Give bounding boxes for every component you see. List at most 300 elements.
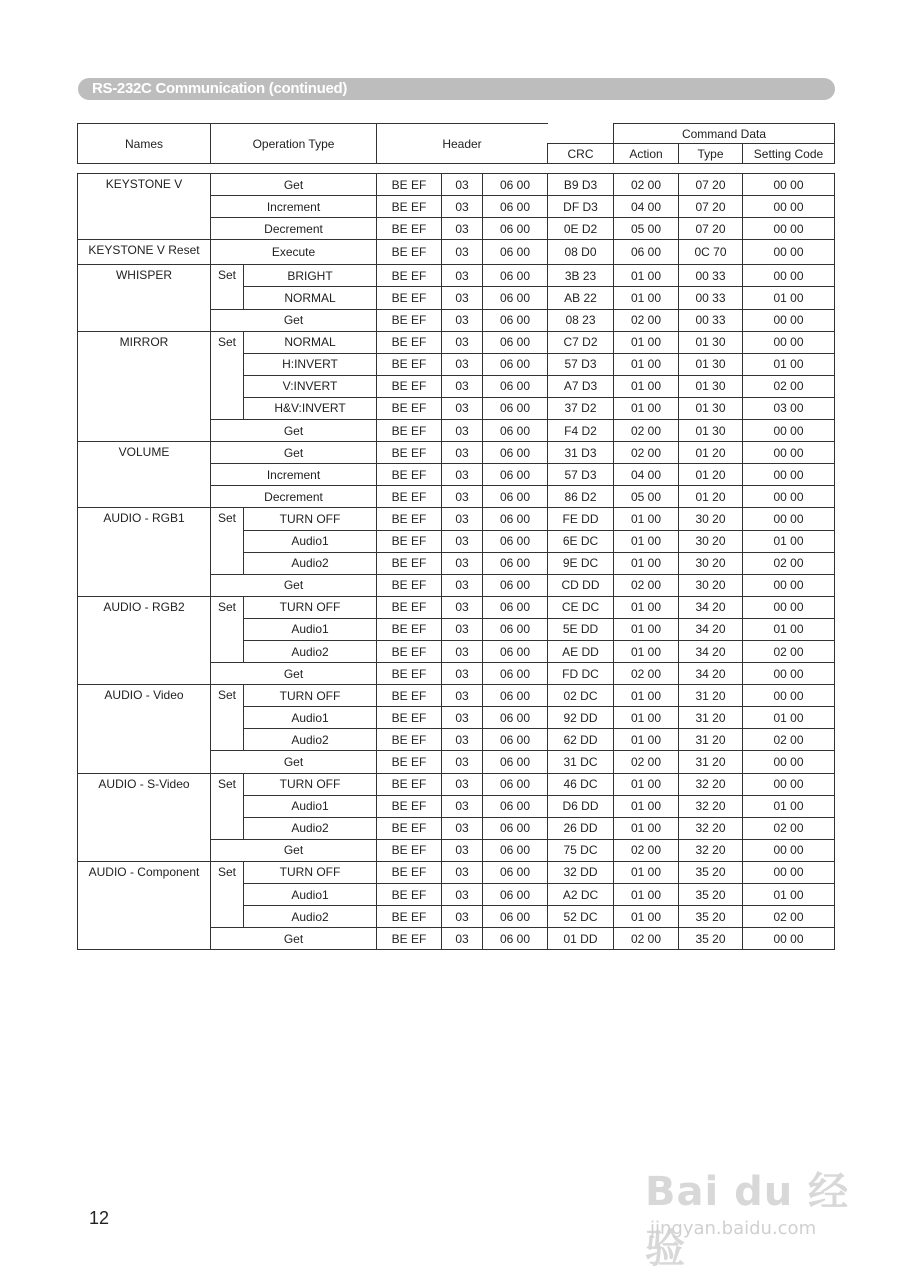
cell-header-1: BE EF bbox=[377, 839, 442, 861]
cell-operation: TURN OFF bbox=[244, 596, 377, 618]
cell-header-2: 03 bbox=[442, 817, 483, 839]
cell-header-1: BE EF bbox=[377, 397, 442, 419]
cell-setting-code: 01 00 bbox=[743, 618, 835, 640]
cell-crc: 62 DD bbox=[548, 729, 614, 751]
cell-crc: 08 D0 bbox=[548, 240, 614, 265]
cell-operation: TURN OFF bbox=[244, 685, 377, 707]
cell-setting-code: 00 00 bbox=[743, 773, 835, 795]
table-row bbox=[78, 508, 835, 530]
cell-header-2: 03 bbox=[442, 552, 483, 574]
cell-header-2: 03 bbox=[442, 861, 483, 883]
cell-operation: TURN OFF bbox=[244, 508, 377, 530]
cell-crc: A2 DC bbox=[548, 884, 614, 906]
cell-operation: Get bbox=[211, 928, 377, 950]
cell-crc: A7 D3 bbox=[548, 375, 614, 397]
cell-header-1: BE EF bbox=[377, 375, 442, 397]
cell-crc: 57 D3 bbox=[548, 353, 614, 375]
section-title: RS-232C Communication (continued) bbox=[92, 80, 348, 97]
cell-setting-code: 03 00 bbox=[743, 397, 835, 419]
cell-header-2: 03 bbox=[442, 839, 483, 861]
cell-setting-code: 02 00 bbox=[743, 817, 835, 839]
cell-action: 02 00 bbox=[614, 174, 679, 196]
cell-header-1: BE EF bbox=[377, 309, 442, 331]
cell-header-3: 06 00 bbox=[483, 397, 548, 419]
cell-name: VOLUME bbox=[78, 442, 211, 508]
cell-header-2: 03 bbox=[442, 707, 483, 729]
cell-operation: Increment bbox=[211, 196, 377, 218]
cell-name: KEYSTONE V bbox=[78, 174, 211, 240]
cell-header-2: 03 bbox=[442, 331, 483, 353]
cell-setting-code: 00 00 bbox=[743, 751, 835, 773]
cell-type: 31 20 bbox=[679, 707, 743, 729]
cell-action: 02 00 bbox=[614, 663, 679, 685]
cell-crc: 92 DD bbox=[548, 707, 614, 729]
cell-action: 01 00 bbox=[614, 530, 679, 552]
cell-operation: Audio2 bbox=[244, 552, 377, 574]
cell-type: 07 20 bbox=[679, 174, 743, 196]
cell-header-1: BE EF bbox=[377, 861, 442, 883]
cell-operation: Get bbox=[211, 751, 377, 773]
cell-header-1: BE EF bbox=[377, 508, 442, 530]
cell-crc: FD DC bbox=[548, 663, 614, 685]
cell-operation: Get bbox=[211, 174, 377, 196]
cell-header-1: BE EF bbox=[377, 640, 442, 662]
table-row bbox=[78, 861, 835, 883]
cell-type: 31 20 bbox=[679, 751, 743, 773]
cell-operation: V:INVERT bbox=[244, 375, 377, 397]
cell-type: 01 20 bbox=[679, 486, 743, 508]
cell-name: AUDIO - Video bbox=[78, 685, 211, 773]
cell-action: 06 00 bbox=[614, 240, 679, 265]
cell-crc: D6 DD bbox=[548, 795, 614, 817]
cell-header-3: 06 00 bbox=[483, 552, 548, 574]
cell-type: 01 30 bbox=[679, 331, 743, 353]
cell-crc: B9 D3 bbox=[548, 174, 614, 196]
cell-action: 01 00 bbox=[614, 618, 679, 640]
cell-operation: H:INVERT bbox=[244, 353, 377, 375]
cell-type: 35 20 bbox=[679, 928, 743, 950]
cell-operation: Increment bbox=[211, 464, 377, 486]
cell-operation: Get bbox=[211, 442, 377, 464]
cell-setting-code: 00 00 bbox=[743, 309, 835, 331]
watermark-url: jingyan.baidu.com bbox=[650, 1218, 817, 1239]
cell-header-3: 06 00 bbox=[483, 751, 548, 773]
cell-operation: H&V:INVERT bbox=[244, 397, 377, 419]
header-setting-code: Setting Code bbox=[743, 144, 835, 164]
cell-type: 07 20 bbox=[679, 218, 743, 240]
table-row bbox=[78, 174, 835, 196]
cell-header-1: BE EF bbox=[377, 817, 442, 839]
cell-header-1: BE EF bbox=[377, 353, 442, 375]
cell-header-1: BE EF bbox=[377, 240, 442, 265]
cell-action: 01 00 bbox=[614, 331, 679, 353]
cell-action: 01 00 bbox=[614, 773, 679, 795]
cell-type: 30 20 bbox=[679, 552, 743, 574]
cell-type: 32 20 bbox=[679, 817, 743, 839]
cell-crc: F4 D2 bbox=[548, 420, 614, 442]
header-action: Action bbox=[614, 144, 679, 164]
cell-operation: Execute bbox=[211, 240, 377, 265]
cell-header-3: 06 00 bbox=[483, 486, 548, 508]
cell-action: 01 00 bbox=[614, 861, 679, 883]
cell-name: WHISPER bbox=[78, 265, 211, 331]
cell-setting-code: 00 00 bbox=[743, 420, 835, 442]
cell-crc: 08 23 bbox=[548, 309, 614, 331]
cell-header-1: BE EF bbox=[377, 618, 442, 640]
cell-crc: 32 DD bbox=[548, 861, 614, 883]
cell-set: Set bbox=[211, 773, 244, 839]
cell-setting-code: 00 00 bbox=[743, 442, 835, 464]
cell-action: 02 00 bbox=[614, 420, 679, 442]
cell-action: 01 00 bbox=[614, 707, 679, 729]
cell-action: 01 00 bbox=[614, 265, 679, 287]
cell-type: 32 20 bbox=[679, 839, 743, 861]
cell-operation: Get bbox=[211, 663, 377, 685]
cell-header-2: 03 bbox=[442, 375, 483, 397]
cell-header-3: 06 00 bbox=[483, 795, 548, 817]
cell-action: 04 00 bbox=[614, 464, 679, 486]
cell-operation: BRIGHT bbox=[244, 265, 377, 287]
cell-header-2: 03 bbox=[442, 663, 483, 685]
cell-action: 01 00 bbox=[614, 287, 679, 309]
cell-type: 30 20 bbox=[679, 574, 743, 596]
cell-name: AUDIO - RGB1 bbox=[78, 508, 211, 596]
cell-crc: 75 DC bbox=[548, 839, 614, 861]
cell-type: 35 20 bbox=[679, 884, 743, 906]
cell-header-3: 06 00 bbox=[483, 685, 548, 707]
header-command-data: Command Data bbox=[614, 124, 835, 144]
cell-header-2: 03 bbox=[442, 928, 483, 950]
section-title-bar bbox=[78, 78, 835, 100]
cell-operation: Audio1 bbox=[244, 530, 377, 552]
cell-header-1: BE EF bbox=[377, 442, 442, 464]
cell-setting-code: 00 00 bbox=[743, 218, 835, 240]
cell-header-2: 03 bbox=[442, 174, 483, 196]
cell-crc: 31 D3 bbox=[548, 442, 614, 464]
cell-action: 04 00 bbox=[614, 196, 679, 218]
cell-operation: Get bbox=[211, 574, 377, 596]
cell-type: 07 20 bbox=[679, 196, 743, 218]
cell-header-3: 06 00 bbox=[483, 331, 548, 353]
cell-type: 01 30 bbox=[679, 375, 743, 397]
cell-type: 01 30 bbox=[679, 353, 743, 375]
cell-setting-code: 00 00 bbox=[743, 486, 835, 508]
command-table bbox=[77, 173, 835, 950]
cell-crc: CD DD bbox=[548, 574, 614, 596]
cell-operation: TURN OFF bbox=[244, 861, 377, 883]
cell-crc: C7 D2 bbox=[548, 331, 614, 353]
cell-type: 35 20 bbox=[679, 906, 743, 928]
cell-header-1: BE EF bbox=[377, 331, 442, 353]
cell-operation: Get bbox=[211, 309, 377, 331]
cell-operation: Get bbox=[211, 839, 377, 861]
cell-type: 31 20 bbox=[679, 729, 743, 751]
cell-header-2: 03 bbox=[442, 729, 483, 751]
cell-operation: Audio2 bbox=[244, 817, 377, 839]
cell-operation: Get bbox=[211, 420, 377, 442]
cell-type: 31 20 bbox=[679, 685, 743, 707]
cell-setting-code: 00 00 bbox=[743, 861, 835, 883]
cell-action: 01 00 bbox=[614, 729, 679, 751]
cell-setting-code: 02 00 bbox=[743, 375, 835, 397]
cell-header-3: 06 00 bbox=[483, 442, 548, 464]
cell-setting-code: 00 00 bbox=[743, 265, 835, 287]
cell-action: 02 00 bbox=[614, 928, 679, 950]
cell-type: 01 30 bbox=[679, 420, 743, 442]
cell-header-1: BE EF bbox=[377, 530, 442, 552]
cell-set: Set bbox=[211, 265, 244, 309]
cell-crc: 02 DC bbox=[548, 685, 614, 707]
cell-header-1: BE EF bbox=[377, 596, 442, 618]
cell-header-3: 06 00 bbox=[483, 309, 548, 331]
cell-setting-code: 00 00 bbox=[743, 663, 835, 685]
cell-header-2: 03 bbox=[442, 397, 483, 419]
cell-type: 34 20 bbox=[679, 663, 743, 685]
cell-crc: 57 D3 bbox=[548, 464, 614, 486]
cell-setting-code: 00 00 bbox=[743, 928, 835, 950]
cell-crc: 5E DD bbox=[548, 618, 614, 640]
cell-setting-code: 00 00 bbox=[743, 464, 835, 486]
cell-header-3: 06 00 bbox=[483, 928, 548, 950]
cell-header-2: 03 bbox=[442, 353, 483, 375]
cell-header-2: 03 bbox=[442, 420, 483, 442]
cell-header-1: BE EF bbox=[377, 265, 442, 287]
cell-header-3: 06 00 bbox=[483, 884, 548, 906]
table-row bbox=[78, 442, 835, 464]
cell-action: 02 00 bbox=[614, 442, 679, 464]
cell-type: 32 20 bbox=[679, 795, 743, 817]
cell-action: 02 00 bbox=[614, 309, 679, 331]
cell-name: AUDIO - S-Video bbox=[78, 773, 211, 861]
cell-header-3: 06 00 bbox=[483, 287, 548, 309]
cell-crc: 0E D2 bbox=[548, 218, 614, 240]
cell-header-3: 06 00 bbox=[483, 508, 548, 530]
cell-header-3: 06 00 bbox=[483, 464, 548, 486]
cell-type: 35 20 bbox=[679, 861, 743, 883]
cell-header-1: BE EF bbox=[377, 795, 442, 817]
cell-type: 30 20 bbox=[679, 530, 743, 552]
cell-header-3: 06 00 bbox=[483, 817, 548, 839]
cell-header-3: 06 00 bbox=[483, 640, 548, 662]
cell-type: 34 20 bbox=[679, 596, 743, 618]
table-row bbox=[78, 773, 835, 795]
cell-operation: Audio1 bbox=[244, 795, 377, 817]
cell-name: KEYSTONE V Reset bbox=[78, 240, 211, 265]
cell-header-2: 03 bbox=[442, 795, 483, 817]
cell-setting-code: 00 00 bbox=[743, 596, 835, 618]
cell-crc: 01 DD bbox=[548, 928, 614, 950]
cell-header-2: 03 bbox=[442, 287, 483, 309]
header-header: Header bbox=[377, 124, 548, 164]
cell-header-3: 06 00 bbox=[483, 530, 548, 552]
cell-type: 01 20 bbox=[679, 442, 743, 464]
cell-header-2: 03 bbox=[442, 486, 483, 508]
cell-operation: Audio2 bbox=[244, 729, 377, 751]
cell-set: Set bbox=[211, 596, 244, 662]
cell-header-2: 03 bbox=[442, 265, 483, 287]
cell-setting-code: 00 00 bbox=[743, 196, 835, 218]
page-number: 12 bbox=[89, 1208, 110, 1228]
cell-header-3: 06 00 bbox=[483, 729, 548, 751]
header-crc: CRC bbox=[548, 144, 614, 164]
table-row bbox=[78, 265, 835, 287]
cell-header-1: BE EF bbox=[377, 906, 442, 928]
cell-action: 01 00 bbox=[614, 884, 679, 906]
cell-name: AUDIO - RGB2 bbox=[78, 596, 211, 684]
cell-header-1: BE EF bbox=[377, 773, 442, 795]
cell-header-1: BE EF bbox=[377, 884, 442, 906]
cell-action: 01 00 bbox=[614, 508, 679, 530]
cell-set: Set bbox=[211, 861, 244, 927]
table-row bbox=[78, 331, 835, 353]
cell-action: 01 00 bbox=[614, 397, 679, 419]
cell-setting-code: 02 00 bbox=[743, 552, 835, 574]
cell-action: 01 00 bbox=[614, 640, 679, 662]
cell-header-1: BE EF bbox=[377, 663, 442, 685]
cell-action: 01 00 bbox=[614, 596, 679, 618]
watermark-logo: Bai du 经验 bbox=[645, 1169, 850, 1272]
cell-header-2: 03 bbox=[442, 751, 483, 773]
cell-operation: NORMAL bbox=[244, 287, 377, 309]
cell-header-3: 06 00 bbox=[483, 707, 548, 729]
cell-setting-code: 00 00 bbox=[743, 331, 835, 353]
cell-setting-code: 01 00 bbox=[743, 884, 835, 906]
cell-header-1: BE EF bbox=[377, 196, 442, 218]
cell-setting-code: 01 00 bbox=[743, 287, 835, 309]
cell-header-3: 06 00 bbox=[483, 174, 548, 196]
cell-action: 02 00 bbox=[614, 751, 679, 773]
cell-header-1: BE EF bbox=[377, 486, 442, 508]
header-type: Type bbox=[679, 144, 743, 164]
cell-action: 02 00 bbox=[614, 839, 679, 861]
header-blank bbox=[548, 124, 614, 144]
cell-crc: 37 D2 bbox=[548, 397, 614, 419]
cell-header-3: 06 00 bbox=[483, 375, 548, 397]
cell-setting-code: 00 00 bbox=[743, 574, 835, 596]
cell-operation: NORMAL bbox=[244, 331, 377, 353]
cell-action: 05 00 bbox=[614, 218, 679, 240]
cell-header-1: BE EF bbox=[377, 174, 442, 196]
cell-header-1: BE EF bbox=[377, 464, 442, 486]
cell-operation: Audio1 bbox=[244, 884, 377, 906]
cell-header-1: BE EF bbox=[377, 729, 442, 751]
cell-type: 01 20 bbox=[679, 464, 743, 486]
cell-header-1: BE EF bbox=[377, 707, 442, 729]
cell-type: 30 20 bbox=[679, 508, 743, 530]
cell-header-3: 06 00 bbox=[483, 218, 548, 240]
cell-crc: DF D3 bbox=[548, 196, 614, 218]
cell-setting-code: 02 00 bbox=[743, 729, 835, 751]
cell-action: 01 00 bbox=[614, 685, 679, 707]
cell-setting-code: 00 00 bbox=[743, 174, 835, 196]
cell-setting-code: 02 00 bbox=[743, 906, 835, 928]
cell-action: 01 00 bbox=[614, 353, 679, 375]
cell-header-1: BE EF bbox=[377, 574, 442, 596]
cell-header-3: 06 00 bbox=[483, 420, 548, 442]
cell-header-2: 03 bbox=[442, 574, 483, 596]
cell-header-2: 03 bbox=[442, 773, 483, 795]
table-row bbox=[78, 596, 835, 618]
cell-header-1: BE EF bbox=[377, 287, 442, 309]
cell-operation: Audio2 bbox=[244, 906, 377, 928]
cell-setting-code: 01 00 bbox=[743, 353, 835, 375]
cell-header-1: BE EF bbox=[377, 928, 442, 950]
cell-action: 01 00 bbox=[614, 906, 679, 928]
cell-crc: 3B 23 bbox=[548, 265, 614, 287]
cell-header-2: 03 bbox=[442, 218, 483, 240]
cell-type: 34 20 bbox=[679, 618, 743, 640]
cell-header-2: 03 bbox=[442, 508, 483, 530]
cell-header-3: 06 00 bbox=[483, 861, 548, 883]
cell-header-2: 03 bbox=[442, 906, 483, 928]
cell-setting-code: 00 00 bbox=[743, 839, 835, 861]
cell-header-3: 06 00 bbox=[483, 906, 548, 928]
cell-header-3: 06 00 bbox=[483, 574, 548, 596]
cell-header-3: 06 00 bbox=[483, 353, 548, 375]
cell-type: 0C 70 bbox=[679, 240, 743, 265]
baidu-watermark bbox=[645, 1140, 865, 1272]
cell-operation: TURN OFF bbox=[244, 773, 377, 795]
cell-header-3: 06 00 bbox=[483, 265, 548, 287]
cell-header-2: 03 bbox=[442, 464, 483, 486]
cell-header-1: BE EF bbox=[377, 685, 442, 707]
cell-header-2: 03 bbox=[442, 196, 483, 218]
cell-operation: Decrement bbox=[211, 486, 377, 508]
table-header bbox=[77, 123, 835, 164]
cell-header-1: BE EF bbox=[377, 751, 442, 773]
cell-header-3: 06 00 bbox=[483, 196, 548, 218]
cell-action: 01 00 bbox=[614, 552, 679, 574]
cell-header-2: 03 bbox=[442, 884, 483, 906]
table-row bbox=[78, 685, 835, 707]
cell-crc: 46 DC bbox=[548, 773, 614, 795]
cell-crc: 52 DC bbox=[548, 906, 614, 928]
cell-header-2: 03 bbox=[442, 640, 483, 662]
cell-type: 01 30 bbox=[679, 397, 743, 419]
cell-header-3: 06 00 bbox=[483, 240, 548, 265]
cell-operation: Audio1 bbox=[244, 618, 377, 640]
cell-setting-code: 01 00 bbox=[743, 530, 835, 552]
cell-operation: Decrement bbox=[211, 218, 377, 240]
cell-header-3: 06 00 bbox=[483, 618, 548, 640]
cell-header-3: 06 00 bbox=[483, 773, 548, 795]
cell-header-2: 03 bbox=[442, 442, 483, 464]
cell-crc: AB 22 bbox=[548, 287, 614, 309]
cell-crc: 26 DD bbox=[548, 817, 614, 839]
cell-header-1: BE EF bbox=[377, 552, 442, 574]
cell-action: 05 00 bbox=[614, 486, 679, 508]
cell-crc: AE DD bbox=[548, 640, 614, 662]
cell-type: 32 20 bbox=[679, 773, 743, 795]
cell-operation: Audio1 bbox=[244, 707, 377, 729]
cell-type: 34 20 bbox=[679, 640, 743, 662]
cell-header-3: 06 00 bbox=[483, 839, 548, 861]
cell-header-1: BE EF bbox=[377, 218, 442, 240]
cell-set: Set bbox=[211, 685, 244, 751]
cell-action: 01 00 bbox=[614, 795, 679, 817]
cell-crc: 86 D2 bbox=[548, 486, 614, 508]
header-operation-type: Operation Type bbox=[211, 124, 377, 164]
cell-crc: FE DD bbox=[548, 508, 614, 530]
cell-setting-code: 00 00 bbox=[743, 240, 835, 265]
cell-header-3: 06 00 bbox=[483, 663, 548, 685]
cell-action: 02 00 bbox=[614, 574, 679, 596]
cell-header-2: 03 bbox=[442, 618, 483, 640]
cell-header-3: 06 00 bbox=[483, 596, 548, 618]
cell-type: 00 33 bbox=[679, 265, 743, 287]
cell-operation: Audio2 bbox=[244, 640, 377, 662]
cell-crc: 31 DC bbox=[548, 751, 614, 773]
